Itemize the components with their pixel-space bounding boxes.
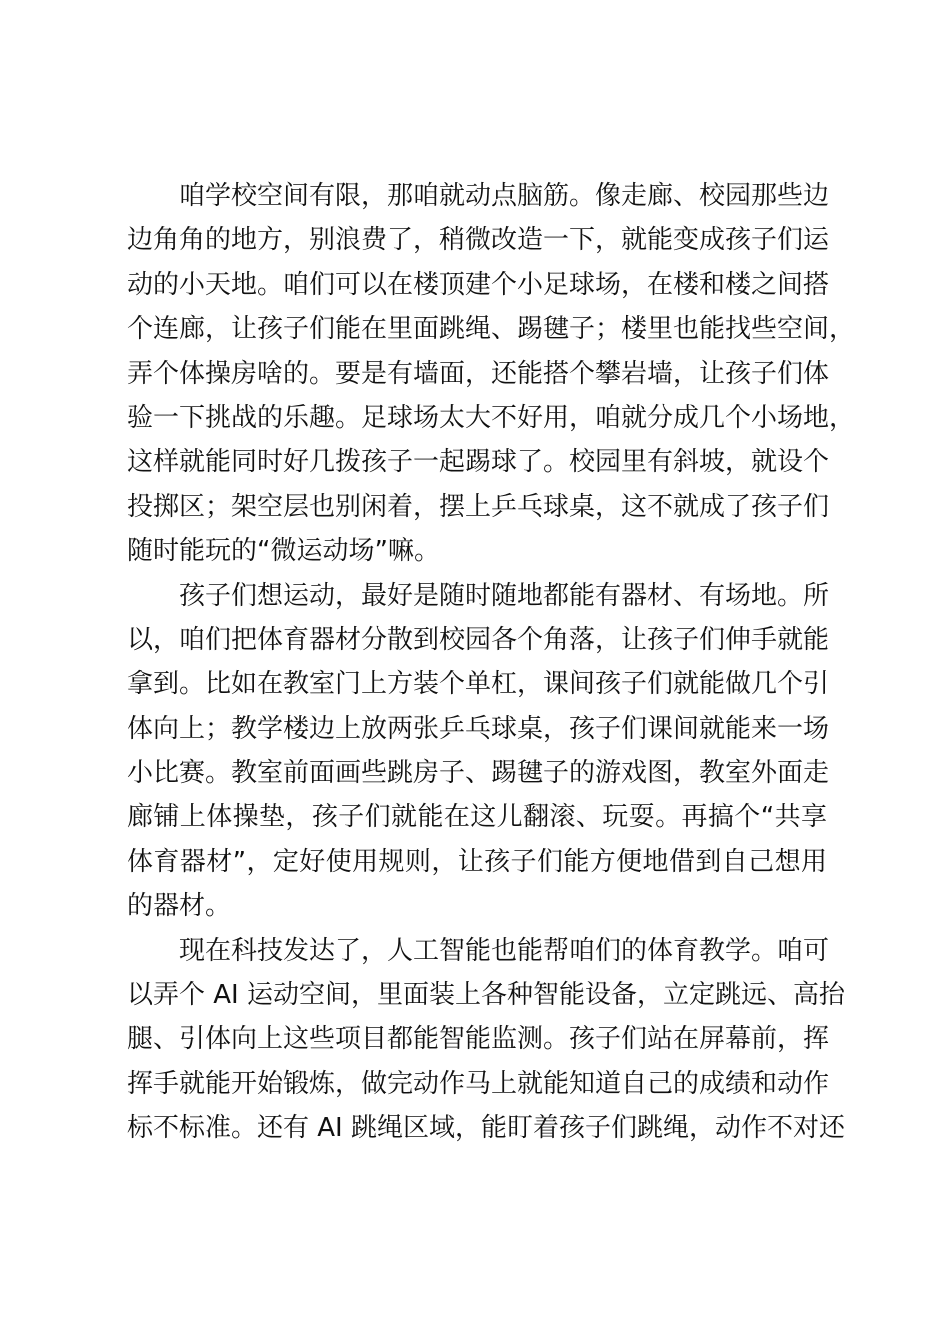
paragraph-1-line-3: 动的小天地。咱们可以在楼顶建个小足球场，在楼和楼之间搭 bbox=[127, 269, 830, 300]
paragraph-2-line-1: 孩子们想运动，最好是随时随地都能有器材、有场地。所 bbox=[179, 580, 830, 611]
paragraph-2-line-7: 体育器材”，定好使用规则，让孩子们能方便地借到自己想用 bbox=[127, 846, 827, 877]
paragraph-2-line-5: 小比赛。教室前面画些跳房子、踢毽子的游戏图，教室外面走 bbox=[127, 758, 830, 789]
paragraph-2-line-2: 以，咱们把体育器材分散到校园各个角落，让孩子们伸手就能 bbox=[127, 624, 830, 655]
paragraph-3-line-1: 现在科技发达了，人工智能也能帮咱们的体育教学。咱可 bbox=[179, 935, 830, 966]
paragraph-3-line-4: 挥手就能开始锻炼，做完动作马上就能知道自己的成绩和动作 bbox=[127, 1068, 830, 1099]
paragraph-3-line-2: 以弄个 AI 运动空间，里面装上各种智能设备，立定跳远、高抬 bbox=[127, 980, 845, 1011]
paragraph-2-line-8: 的器材。 bbox=[127, 891, 232, 922]
paragraph-2-line-3: 拿到。比如在教室门上方装个单杠，课间孩子们就能做几个引 bbox=[127, 669, 830, 700]
paragraph-3-line-5: 标不标准。还有 AI 跳绳区域，能盯着孩子们跳绳，动作不对还 bbox=[127, 1113, 845, 1144]
paragraph-3-line-3: 腿、引体向上这些项目都能智能监测。孩子们站在屏幕前，挥 bbox=[127, 1024, 830, 1055]
paragraph-1-line-1: 咱学校空间有限，那咱就动点脑筋。像走廊、校园那些边 bbox=[179, 181, 830, 211]
document-body bbox=[127, 174, 856, 1151]
paragraph-1-line-7: 这样就能同时好几拨孩子一起踢球了。校园里有斜坡，就设个 bbox=[127, 447, 830, 478]
paragraph-1-line-4: 个连廊，让孩子们能在里面跳绳、踢毽子；楼里也能找些空间， bbox=[127, 314, 856, 345]
paragraph-1-line-5: 弄个体操房啥的。要是有墙面，还能搭个攀岩墙，让孩子们体 bbox=[127, 358, 830, 389]
paragraph-1-line-8: 投掷区；架空层也别闲着，摆上乒乓球桌，这不就成了孩子们 bbox=[127, 491, 830, 522]
paragraph-1-line-6: 验一下挑战的乐趣。足球场太大不好用，咱就分成几个小场地， bbox=[127, 402, 856, 433]
paragraph-1-line-9: 随时能玩的“微运动场”嘛。 bbox=[127, 536, 440, 567]
paragraph-1-line-2: 边角角的地方，别浪费了，稍微改造一下，就能变成孩子们运 bbox=[127, 225, 830, 256]
paragraph-2-line-4: 体向上；教学楼边上放两张乒乓球桌，孩子们课间就能来一场 bbox=[127, 713, 830, 744]
paragraph-2-line-6: 廊铺上体操垫，孩子们就能在这儿翻滚、玩耍。再搞个“共享 bbox=[127, 802, 827, 833]
